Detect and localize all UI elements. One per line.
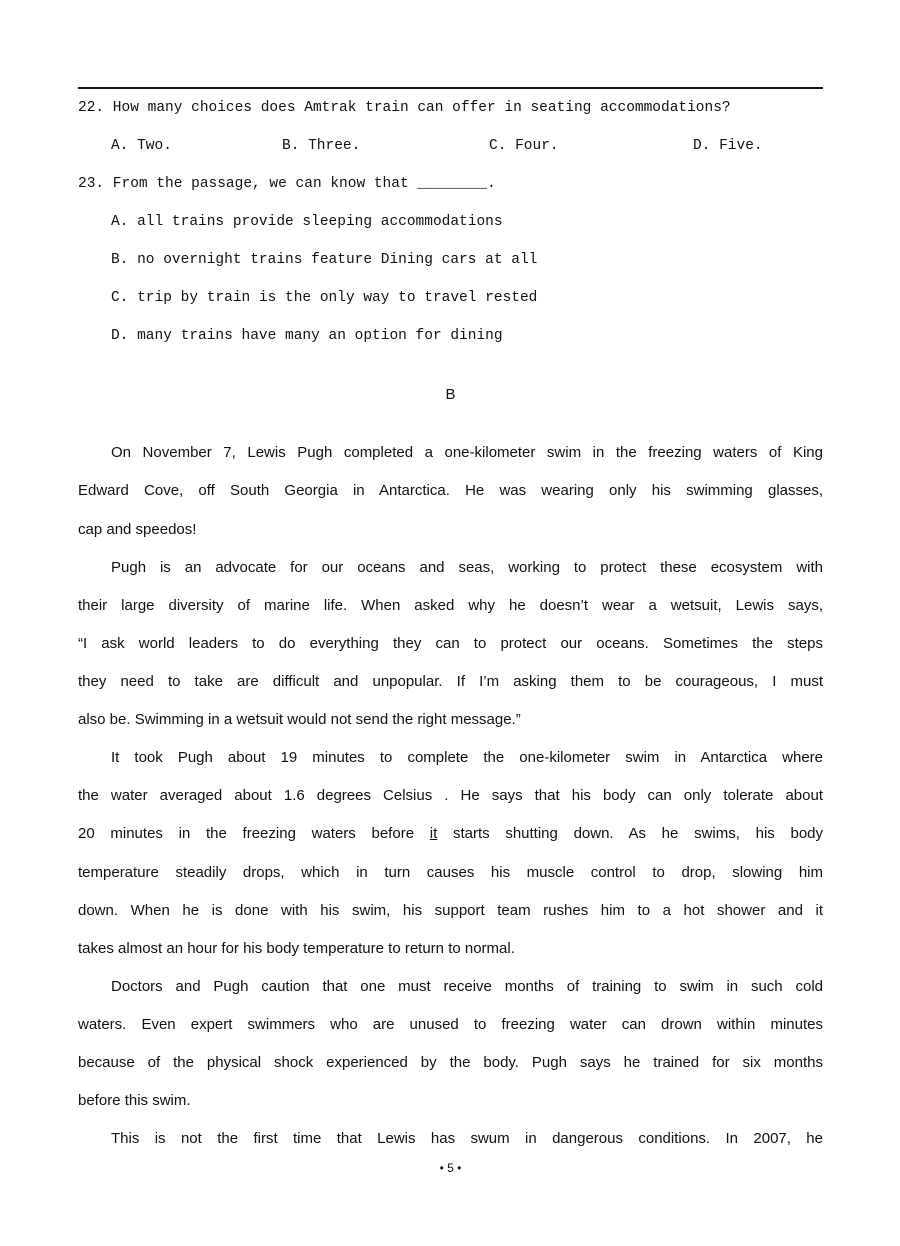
passage-line: they need to take are difficult and unpopular. If I’m asking them to be courageous, I must bbox=[78, 673, 823, 690]
passage-line: their large diversity of marine life. When asked why he doesn’t wear a wetsuit, Lewis says, bbox=[78, 597, 823, 614]
question-22-options bbox=[111, 136, 823, 156]
passage-line: also be. Swimming in a wetsuit would not send the right message.” bbox=[78, 711, 521, 728]
passage-text: 20 minutes in the freezing waters before bbox=[78, 825, 430, 842]
question-22-stem: 22. How many choices does Amtrak train can offer in seating accommodations? bbox=[78, 100, 731, 116]
option-a: A. all trains provide sleeping accommodations bbox=[111, 214, 503, 230]
passage-line bbox=[78, 824, 823, 844]
page-number: • 5 • bbox=[439, 1161, 462, 1175]
option-c: C. Four. bbox=[489, 138, 559, 154]
option-d: D. many trains have many an option for dining bbox=[111, 328, 503, 344]
passage-line: On November 7, Lewis Pugh completed a one-kilometer swim in the freezing waters of King bbox=[111, 444, 823, 461]
passage-line: the water averaged about 1.6 degrees Celsius . He says that his body can only tolerate about bbox=[78, 787, 823, 804]
option-c: C. trip by train is the only way to travel rested bbox=[111, 290, 538, 306]
top-rule bbox=[78, 87, 823, 89]
passage-line: down. When he is done with his swim, his support team rushes him to a hot shower and it bbox=[78, 902, 823, 919]
option-b: B. no overnight trains feature Dining cars at all bbox=[111, 252, 538, 268]
passage-line: before this swim. bbox=[78, 1092, 191, 1109]
passage-line: Pugh is an advocate for our oceans and seas, working to protect these ecosystem with bbox=[111, 559, 823, 576]
passage-line: “I ask world leaders to do everything they can to protect our oceans. Sometimes the steps bbox=[78, 635, 823, 652]
passage-line: takes almost an hour for his body temperature to return to normal. bbox=[78, 940, 515, 957]
passage-line: waters. Even expert swimmers who are unused to freezing water can drown within minutes bbox=[78, 1016, 823, 1033]
passage-line: Doctors and Pugh caution that one must receive months of training to swim in such cold bbox=[111, 978, 823, 995]
passage-line: temperature steadily drops, which in turn causes his muscle control to drop, slowing him bbox=[78, 864, 823, 881]
passage-line: It took Pugh about 19 minutes to complete the one-kilometer swim in Antarctica where bbox=[111, 749, 823, 766]
section-label: B bbox=[445, 386, 456, 403]
passage-text: starts shutting down. As he swims, his body bbox=[437, 825, 824, 842]
option-d: D. Five. bbox=[693, 138, 763, 154]
underlined-word: it bbox=[429, 825, 438, 842]
passage-line: Edward Cove, off South Georgia in Antarctica. He was wearing only his swimming glasses, bbox=[78, 482, 823, 499]
option-b: B. Three. bbox=[282, 138, 361, 154]
question-23-stem: 23. From the passage, we can know that ________. bbox=[78, 176, 496, 192]
passage-line: cap and speedos! bbox=[78, 521, 197, 538]
passage-line: because of the physical shock experienced by the body. Pugh says he trained for six months bbox=[78, 1054, 823, 1071]
option-a: A. Two. bbox=[111, 138, 172, 154]
passage-line: This is not the first time that Lewis has swum in dangerous conditions. In 2007, he bbox=[111, 1130, 823, 1147]
